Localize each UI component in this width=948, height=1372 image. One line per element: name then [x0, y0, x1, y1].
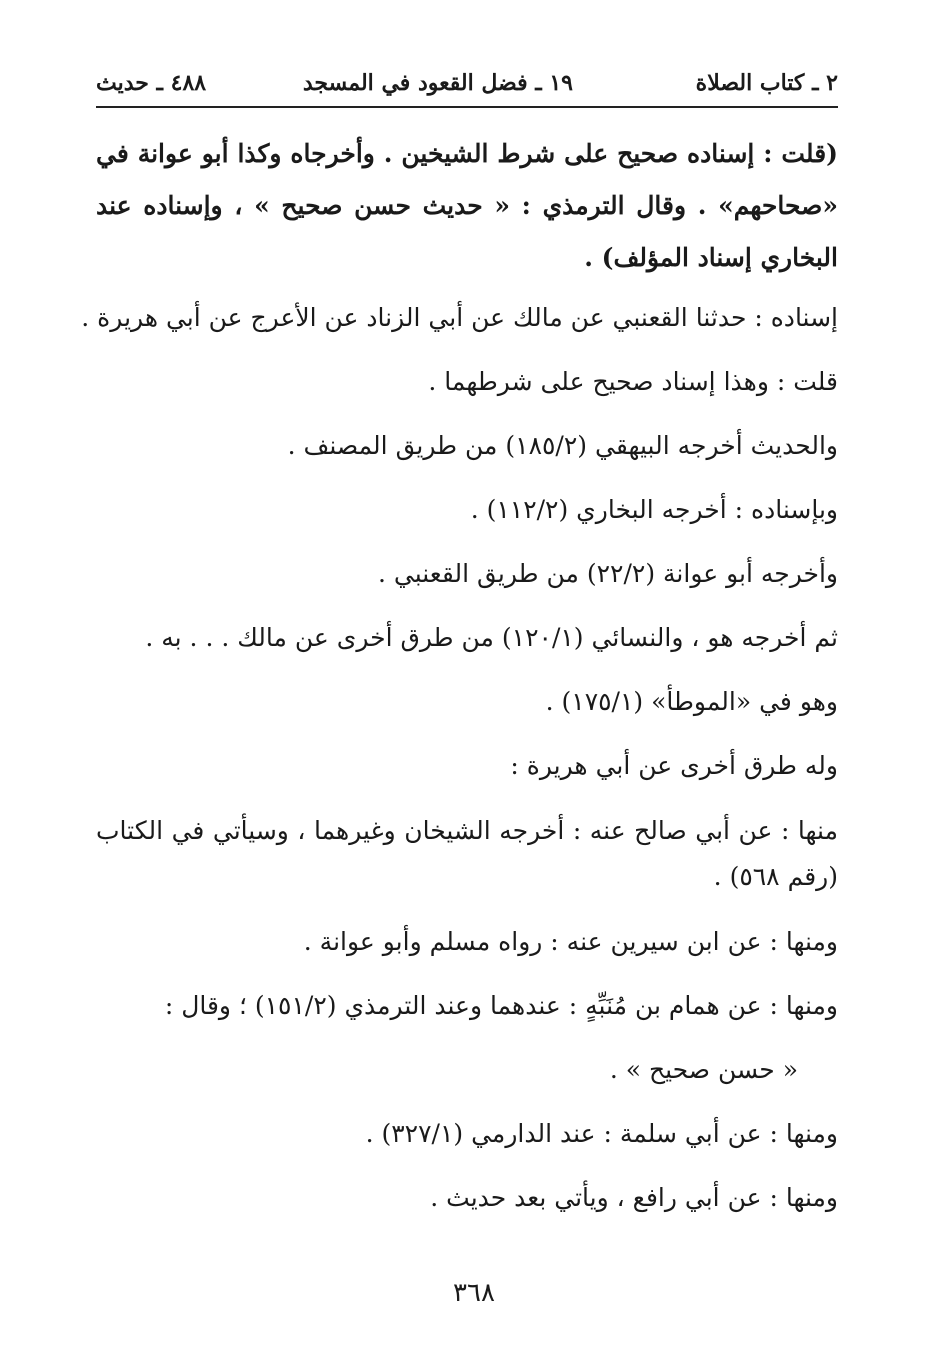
text-line-abu-awana: وأخرجه أبو عوانة (٢٢/٢) من طريق القعنبي .	[377, 559, 838, 588]
minha-paragraph: منها : عن أبي صالح عنه : أخرجه الشيخان وغيرهما ، وسيأتي في الكتاب (رقم ٥٦٨) .	[96, 816, 838, 891]
running-header	[96, 70, 838, 104]
text-line-abu-salama: ومنها : عن أبي سلمة : عند الدارمي (٣٢٧/١) .	[365, 1119, 838, 1148]
header-hadith-number: ٤٨٨ ـ حديث	[96, 70, 207, 96]
text-line-other-routes: وله طرق أخرى عن أبي هريرة :	[510, 751, 838, 780]
text-line-hasan-sahih: « حسن صحيح » .	[609, 1055, 798, 1084]
header-chapter: ٢ ـ كتاب الصلاة	[695, 70, 838, 96]
page-number: ٣٦٨	[453, 1278, 495, 1308]
header-divider	[96, 106, 838, 108]
text-line-muwatta: وهو في «الموطأ» (١٧٥/١) .	[545, 687, 838, 716]
text-line-abu-rafi: ومنها : عن أبي رافع ، ويأتي بعد حديث .	[430, 1183, 838, 1212]
header-section: ١٩ ـ فضل القعود في المسجد	[302, 70, 573, 96]
intro-paragraph: (قلت : إسناده صحيح على شرط الشيخين . وأخرجاه وكذا أبو عوانة في «صحاحهم» . وقال الترمذي : « حديث حسن صحيح » ، وإسناده عند البخاري إسناد المؤلف) .	[96, 139, 838, 272]
text-line-nasai: ثم أخرجه هو ، والنسائي (١٢٠/١) من طرق أخرى عن مالك . . . به .	[145, 623, 838, 652]
text-line-bukhari: وبإسناده : أخرجه البخاري (١١٢/٢) .	[470, 495, 838, 524]
text-line-ibn-sirin: ومنها : عن ابن سيرين عنه : رواه مسلم وأبو عوانة .	[303, 927, 838, 956]
text-line-qultu: قلت : وهذا إسناد صحيح على شرطهما .	[428, 367, 838, 396]
text-line-bayhaqi: والحديث أخرجه البيهقي (١٨٥/٢) من طريق المصنف .	[287, 431, 838, 460]
text-line-hammam: ومنها : عن همام بن مُنَبِّهٍ : عندهما وعند الترمذي (١٥١/٢) ؛ وقال :	[164, 991, 838, 1020]
text-line-isnad: إسناده : حدثنا القعنبي عن مالك عن أبي الزناد عن الأعرج عن أبي هريرة .	[81, 303, 838, 332]
